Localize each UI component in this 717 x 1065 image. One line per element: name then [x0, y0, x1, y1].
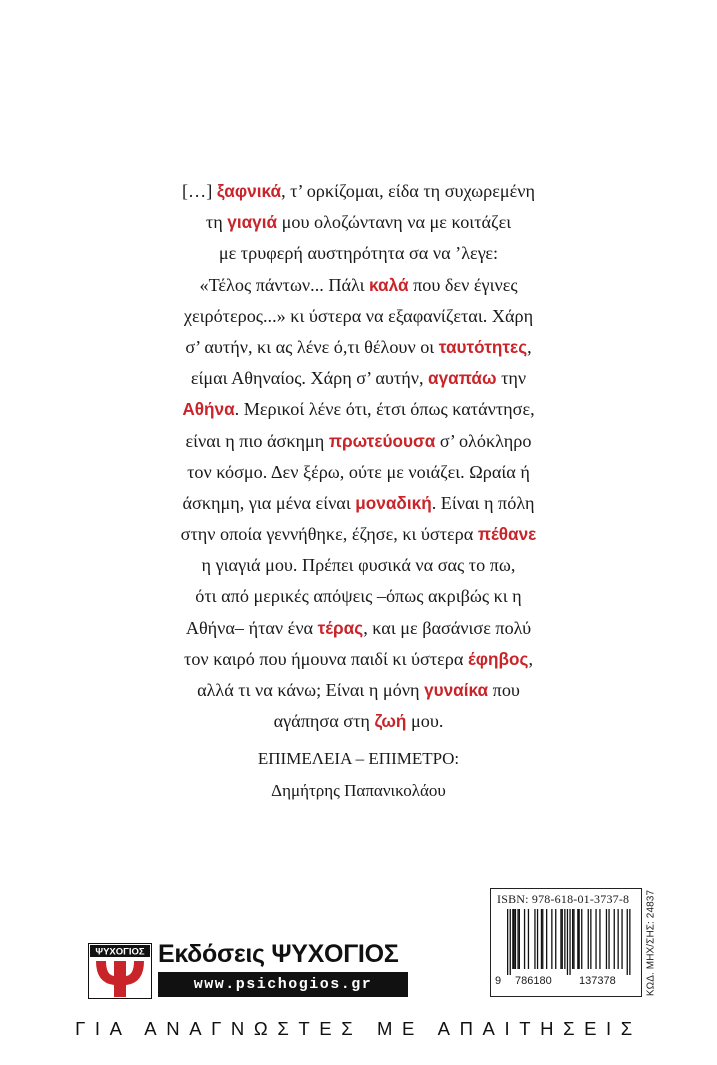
- logo-label: ΨΥΧΟΓΙΟΣ: [95, 946, 145, 958]
- barcode-bar: [599, 909, 600, 969]
- blurb-line: [120, 332, 597, 363]
- blurb-line: [120, 176, 597, 207]
- barcode-bar: [562, 909, 563, 969]
- highlight-word: Αθήνα: [182, 399, 235, 420]
- blurb-text-segment: Αθήνα– ήταν ένα: [185, 617, 318, 638]
- blurb-line: [120, 301, 597, 332]
- blurb-text-segment: […]: [181, 181, 217, 201]
- blurb-text-segment: αλλά τι να κάνω; Είναι η μόνη: [197, 680, 425, 700]
- highlight-word: ζωή: [374, 711, 407, 732]
- highlight-word: καλά: [369, 274, 409, 295]
- barcode-bar: [551, 909, 552, 969]
- barcode-bars: [497, 909, 635, 975]
- blurb-text-segment: «Τέλος πάντων... Πάλι: [199, 274, 370, 295]
- barcode-bar: [510, 909, 511, 975]
- blurb-text: [120, 176, 597, 737]
- blurb-text-segment: , τ’ ορκίζομαι, είδα τη συχωρεμένη: [281, 181, 535, 201]
- blurb-text-segment: η γιαγιά μου. Πρέπει φυσικά να σας το πω,: [201, 555, 516, 576]
- barcode-right-group: 137378: [579, 975, 616, 987]
- barcode-first-digit: 9: [495, 975, 502, 987]
- barcode-bar: [627, 909, 628, 975]
- blurb-text-segment: μου.: [406, 711, 444, 732]
- barcode-bar: [528, 909, 529, 969]
- blurb-text-segment: την: [496, 368, 527, 389]
- blurb-line: [120, 238, 597, 269]
- blurb-text-segment: άσκημη, για μένα είναι: [182, 492, 356, 513]
- blurb-line: [120, 706, 597, 737]
- barcode-bar: [629, 909, 630, 975]
- highlight-word: πέθανε: [477, 524, 537, 545]
- tagline: ΓΙΑ ΑΝΑΓΝΩΣΤΕΣ ΜΕ ΑΠΑΙΤΗΣΕΙΣ: [75, 1018, 642, 1039]
- blurb-line: [120, 550, 597, 581]
- isbn-label: ISBN: 978-618-01-3737-8: [497, 892, 630, 906]
- barcode-bar: [524, 909, 525, 969]
- publisher-url[interactable]: www.psichogios.gr: [158, 972, 408, 997]
- barcode-bar: [515, 909, 516, 969]
- barcode-bar: [546, 909, 547, 969]
- blurb-line: [120, 581, 597, 612]
- barcode-bar: [555, 909, 556, 969]
- blurb-line: [120, 613, 597, 644]
- highlight-word: τέρας: [317, 617, 364, 638]
- blurb-text-segment: τη: [205, 212, 228, 233]
- blurb-line: [120, 394, 597, 425]
- highlight-word: μοναδική: [355, 492, 432, 513]
- blurb-text-segment: χειρότερος...» κι ύστερα να εξαφανίζεται. Χάρη: [183, 305, 534, 326]
- barcode-bar: [519, 909, 520, 969]
- highlight-word: γιαγιά: [227, 212, 278, 233]
- barcode-bar: [579, 909, 580, 969]
- blurb-text-segment: τον κόσμο. Δεν ξέρω, ούτε με νοιάζει. Ωραία ή: [187, 461, 530, 482]
- blurb-text-segment: ,: [528, 648, 533, 669]
- blurb-line: [120, 426, 597, 457]
- barcode-bar: [514, 909, 515, 969]
- highlight-word: ταυτότητες: [438, 336, 528, 357]
- barcode-bar: [537, 909, 538, 969]
- barcode-bar: [577, 909, 578, 969]
- barcode-box: [490, 888, 642, 997]
- blurb-text-segment: , και με βασάνισε πολύ: [363, 617, 532, 638]
- blurb-text-segment: ,: [527, 336, 532, 357]
- highlight-word: αγαπάω: [428, 368, 497, 389]
- blurb-line: [120, 457, 597, 488]
- barcode-bar: [588, 909, 589, 969]
- barcode-bar: [507, 909, 508, 975]
- highlight-word: πρωτεύουσα: [328, 430, 436, 451]
- barcode-bar: [590, 909, 591, 969]
- blurb-text-segment: που: [488, 680, 520, 700]
- barcode-bar: [573, 909, 574, 969]
- blurb-text-segment: σ’ αυτήν, κι ας λένε ό,τι θέλουν οι: [185, 336, 439, 357]
- blurb-text-segment: ότι από μερικές απόψεις –όπως ακριβώς κι η: [195, 586, 522, 607]
- blurb-text-segment: μου ολοζώντανη να με κοιτάζει: [277, 212, 512, 233]
- barcode-bar: [542, 909, 543, 969]
- blurb-text-segment: με τρυφερή αυστηρότητα σα να ’λεγε:: [218, 243, 499, 264]
- blurb-text-segment: . Είναι η πόλη: [431, 492, 535, 513]
- blurb-text-segment: αγάπησα στη: [273, 711, 375, 732]
- blurb-line: [120, 488, 597, 519]
- barcode-bar: [569, 909, 570, 975]
- barcode-bar: [564, 909, 565, 969]
- barcode-bar: [614, 909, 615, 969]
- highlight-word: ξαφνικά: [216, 181, 282, 201]
- blurb-text-segment: . Μερικοί λένε ότι, έτσι όπως κατάντησε,: [234, 399, 535, 420]
- blurb-line: [120, 270, 597, 301]
- highlight-word: έφηβος: [467, 648, 529, 669]
- barcode-bar: [541, 909, 542, 969]
- barcode-left-group: 786180: [515, 975, 552, 987]
- barcode-bar: [606, 909, 607, 969]
- blurb-text-segment: είμαι Αθηναίος. Χάρη σ’ αυτήν,: [190, 368, 429, 389]
- product-code: [640, 888, 662, 998]
- barcode-bar: [534, 909, 535, 969]
- credits-role: ΕΠΙΜΕΛΕΙΑ – ΕΠΙΜΕΤΡΟ:: [257, 749, 460, 768]
- publisher-name: Εκδόσεις ΨΥΧΟΓΙΟΣ: [158, 940, 399, 968]
- barcode-bar: [618, 909, 619, 969]
- blurb-line: [120, 519, 597, 550]
- blurb-text-segment: είναι η πιο άσκημη: [185, 430, 329, 451]
- credits: [0, 743, 717, 807]
- barcode-bar: [572, 909, 573, 969]
- blurb-text-segment: τον καιρό που ήμουνα παιδί κι ύστερα: [184, 648, 468, 669]
- highlight-word: γυναίκα: [424, 680, 489, 700]
- psichogios-logo-icon: [88, 943, 152, 1004]
- barcode-bar: [560, 909, 561, 969]
- credits-name: Δημήτρης Παπανικολάου: [271, 781, 446, 800]
- blurb-text-segment: σ’ ολόκληρο: [435, 430, 532, 451]
- barcode-bar: [608, 909, 609, 969]
- blurb-line: [120, 675, 597, 706]
- barcode-bar: [567, 909, 568, 975]
- barcode-bar: [581, 909, 582, 969]
- barcode-bar: [595, 909, 596, 969]
- blurb-line: [120, 363, 597, 394]
- blurb-line: [120, 644, 597, 675]
- blurb-text-segment: που δεν έγινες: [408, 274, 518, 295]
- barcode-bar: [517, 909, 518, 969]
- barcode-bar: [621, 909, 622, 969]
- barcode-bar: [512, 909, 513, 969]
- product-code-text: ΚΩΔ. ΜΗΧ/ΣΗΣ: 24837: [645, 889, 657, 997]
- blurb-text-segment: στην οποία γεννήθηκε, έζησε, κι ύστερα: [180, 524, 478, 545]
- blurb-line: [120, 207, 597, 238]
